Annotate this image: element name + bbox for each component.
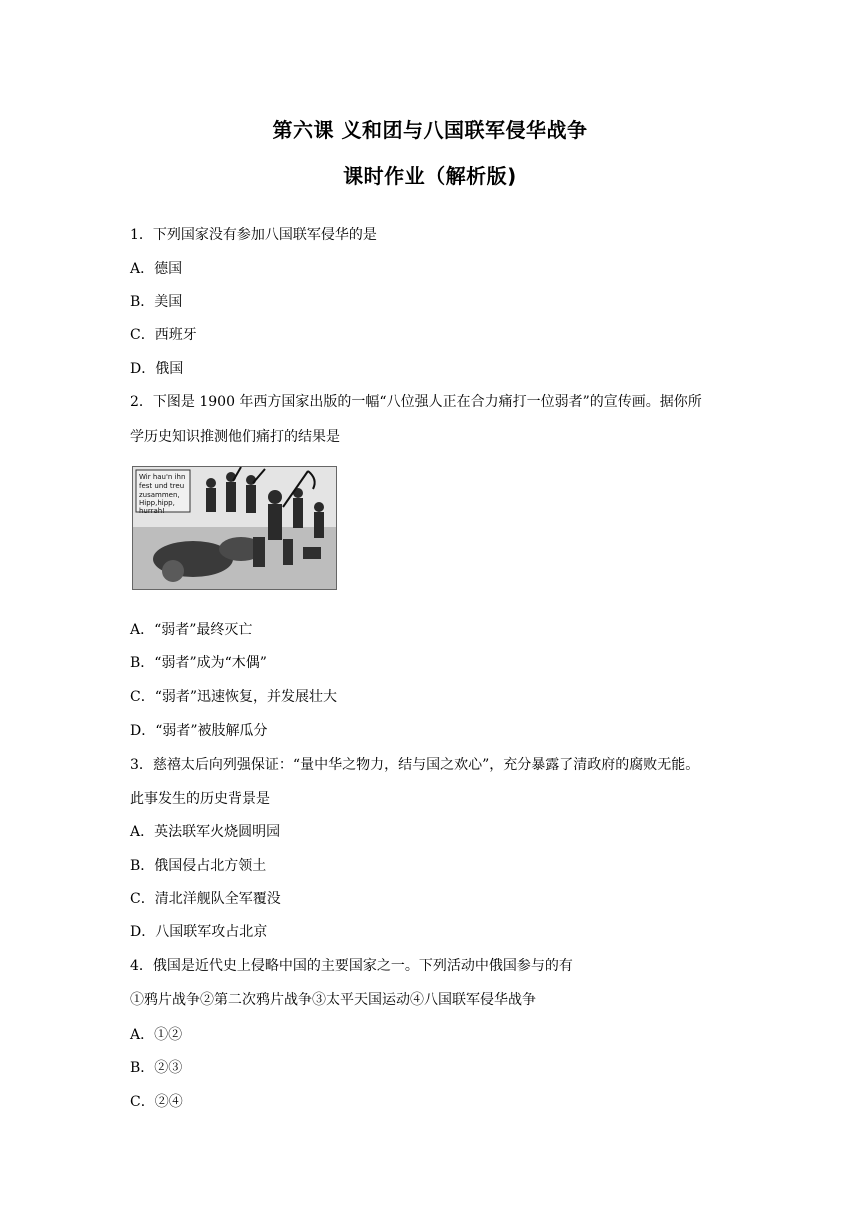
svg-text:hurrah!: hurrah! xyxy=(139,507,166,515)
question-2-option-c: C．“弱者”迅速恢复，并发展壮大 xyxy=(130,689,338,705)
question-4-stem-line-1: 4．俄国是近代史上侵略中国的主要国家之一。下列活动中俄国参与的有 xyxy=(130,958,573,974)
question-1-stem: 1．下列国家没有参加八国联军侵华的是 xyxy=(130,227,377,243)
svg-text:zusammen,: zusammen, xyxy=(139,491,180,499)
question-2-option-a: A．“弱者”最终灭亡 xyxy=(130,622,253,638)
question-4-stem-line-2: ①鸦片战争②第二次鸦片战争③太平天国运动④八国联军侵华战争 xyxy=(130,992,536,1008)
question-3-stem-line-1: 3．慈禧太后向列强保证：“量中华之物力，结与国之欢心”，充分暴露了清政府的腐败无能。 xyxy=(130,757,700,773)
question-4-option-b: B．②③ xyxy=(130,1060,183,1076)
propaganda-cartoon-image xyxy=(132,466,337,590)
page-subtitle: 课时作业（解析版) xyxy=(343,164,517,188)
question-1-option-a: A．德国 xyxy=(130,261,183,277)
question-3-option-b: B．俄国侵占北方领土 xyxy=(130,858,267,874)
question-4-option-a: A．①② xyxy=(130,1027,183,1043)
question-2-option-d: D．“弱者”被肢解瓜分 xyxy=(130,723,268,739)
question-1-option-d: D．俄国 xyxy=(130,361,184,377)
svg-text:Wir hau'n ihn: Wir hau'n ihn xyxy=(139,473,186,481)
question-3-option-c: C．清北洋舰队全军覆没 xyxy=(130,891,281,907)
question-3-option-a: A．英法联军火烧圆明园 xyxy=(130,824,281,840)
svg-text:fest und treu: fest und treu xyxy=(139,482,185,490)
question-2-stem-line-2: 学历史知识推测他们痛打的结果是 xyxy=(130,429,340,445)
page-title: 第六课 义和团与八国联军侵华战争 xyxy=(272,118,588,142)
question-3-stem-line-2: 此事发生的历史背景是 xyxy=(130,791,270,807)
question-4-option-c: C．②④ xyxy=(130,1094,183,1110)
question-1-option-b: B．美国 xyxy=(130,294,183,310)
question-2-stem-line-1: 2．下图是 1900 年西方国家出版的一幅“八位强人正在合力痛打一位弱者”的宣传画。据你所 xyxy=(130,394,702,410)
question-2-option-b: B．“弱者”成为“木偶” xyxy=(130,655,267,671)
question-1-option-c: C．西班牙 xyxy=(130,327,197,343)
question-3-option-d: D．八国联军攻占北京 xyxy=(130,924,268,940)
svg-text:Hipp,hipp,: Hipp,hipp, xyxy=(139,499,175,507)
